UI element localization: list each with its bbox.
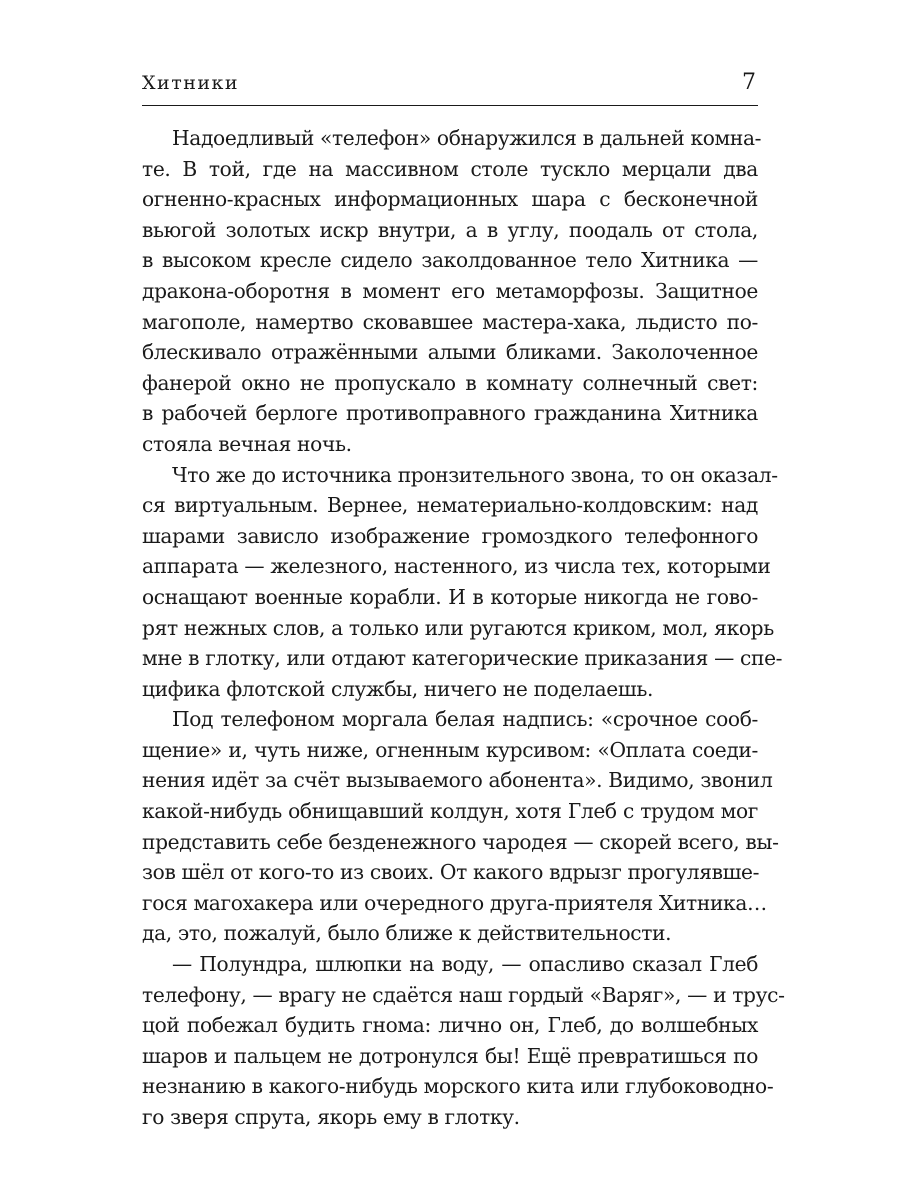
text-line: Надоедливый «телефон» обнаружился в дальней комна- (172, 126, 762, 150)
text-line: шаров и пальцем не дотронулся бы! Ещё превратишься по (142, 1043, 758, 1068)
text-line: рят нежных слов, а только или ругаются криком, мол, якорь (142, 615, 774, 640)
text-line: мне в глотку, или отдают категорические приказания — спе- (142, 646, 783, 671)
paragraph (142, 704, 779, 949)
text-line: представить себе безденежного чародея — скорей всего, вы- (142, 829, 779, 854)
text-line: Что же до источника пронзительного звона, то он оказал- (172, 462, 778, 487)
text-line: зов шёл от кого-то из своих. От какого вдрызг прогулявше- (142, 860, 760, 885)
running-title: Хитники (142, 72, 240, 94)
text-line: в рабочей берлоге противоправного гражданина Хитника (142, 401, 758, 426)
page-number: 7 (742, 70, 756, 95)
text-line: стояла вечная ночь. (142, 431, 352, 456)
text-line: Под телефоном моргала белая надпись: «срочное сооб- (172, 707, 758, 732)
text-line: незнанию в какого-нибудь морского кита или глубоководно- (142, 1074, 774, 1099)
text-line: магополе, намертво сковавшее мастера-хака, льдисто по- (142, 309, 758, 334)
text-line: телефону, — врагу не сдаётся наш гордый «Варяг», — и трус- (142, 982, 785, 1007)
text-line: в высоком кресле сидело заколдованное тело Хитника — (142, 248, 758, 273)
text-line: шарами зависло изображение громоздкого телефонного (142, 523, 758, 548)
text-line: дракона-оборотня в момент его метаморфозы. Защитное (142, 278, 758, 303)
text-line: те. В той, где на массивном столе тускло мерцали два (142, 156, 758, 181)
text-line: вьюгой золотых искр внутри, а в углу, поодаль от стола, (142, 217, 758, 242)
text-line: ся виртуальным. Вернее, нематериально-колдовским: над (142, 493, 758, 518)
header-rule (142, 105, 758, 106)
text-line: нения идёт за счёт вызываемого абонента». Видимо, звонил (142, 768, 773, 793)
text-line: гося магохакера или очередного друга-приятеля Хитника… (142, 890, 767, 915)
text-line: фанерой окно не пропускало в комнату солнечный свет: (142, 370, 758, 395)
text-line: цифика флотской службы, ничего не поделаешь. (142, 676, 654, 701)
text-line: огненно-красных информационных шара с бесконечной (142, 187, 758, 212)
body-text (142, 123, 785, 1133)
text-line: да, это, пожалуй, было ближе к действительности. (142, 921, 672, 946)
paragraph (142, 949, 785, 1133)
paragraph (142, 123, 762, 460)
text-line: го зверя спрута, якорь ему в глотку. (142, 1105, 520, 1129)
text-line: — Полундра, шлюпки на воду, — опасливо сказал Глеб (172, 952, 758, 977)
text-line: блескивало отражёнными алыми бликами. Заколоченное (142, 340, 758, 365)
text-line: какой-нибудь обнищавший колдун, хотя Глеб с трудом мог (142, 799, 758, 824)
text-line: аппарата — железного, настенного, из числа тех, которыми (142, 554, 771, 579)
running-header (142, 68, 758, 102)
text-line: оснащают военные корабли. И в которые никогда не гово- (142, 584, 758, 609)
text-line: цой побежал будить гнома: лично он, Глеб, до волшебных (142, 1013, 758, 1038)
text-line: щение» и, чуть ниже, огненным курсивом: «Оплата соеди- (142, 737, 758, 762)
paragraph (142, 460, 783, 705)
